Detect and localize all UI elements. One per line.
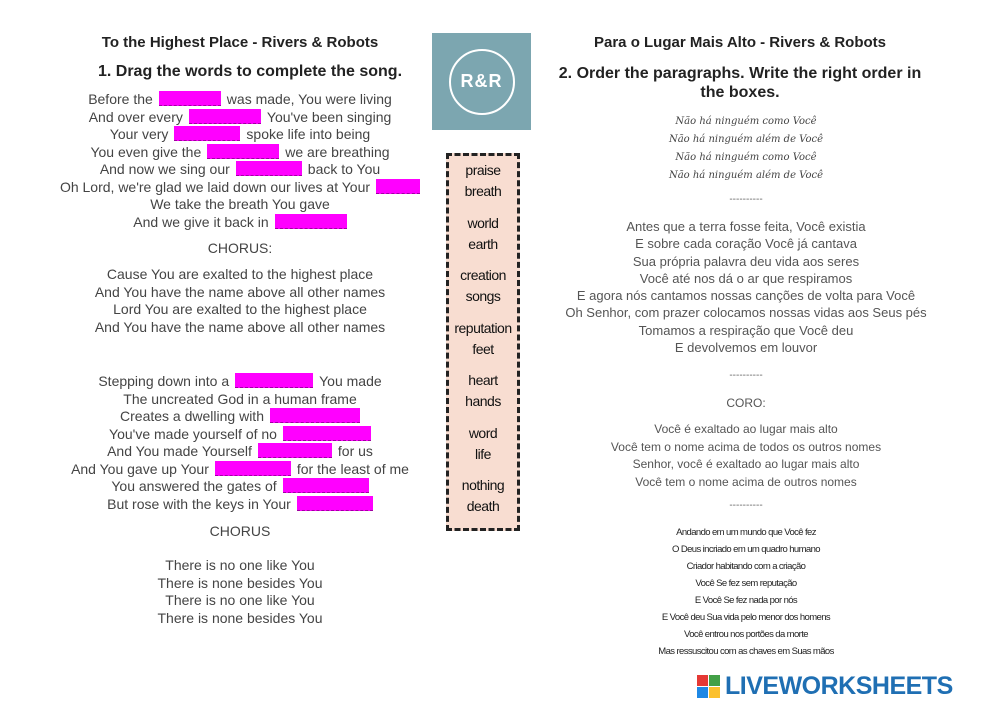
coro-label: CORO: bbox=[726, 396, 766, 410]
lyric-line: There is no one like You bbox=[165, 592, 315, 608]
drop-blank[interactable] bbox=[174, 126, 240, 141]
lyric-text: Stepping down into a bbox=[98, 373, 230, 389]
liveworksheets-brand: LIVEWORKSHEETS bbox=[725, 672, 953, 700]
paragraph-line: Mas ressuscitou com as chaves em Suas mãos bbox=[658, 646, 834, 657]
paragraph-line: Andando em um mundo que Você fez bbox=[676, 527, 816, 538]
lyric-line: And You have the name above all other names bbox=[94, 318, 386, 335]
lyric-line: There is no one like You bbox=[165, 557, 315, 573]
divider-2: ---------- bbox=[729, 370, 763, 381]
word-bank-item[interactable]: praise bbox=[465, 162, 501, 178]
drop-blank[interactable] bbox=[283, 478, 369, 493]
word-bank-item[interactable]: songs bbox=[465, 288, 501, 304]
lyric-line bbox=[20, 443, 460, 461]
lyric-text: And You gave up Your bbox=[71, 460, 209, 477]
lyric-line bbox=[20, 144, 460, 162]
verse-1 bbox=[20, 91, 460, 231]
paragraph-line: Não há ninguém além de Você bbox=[668, 134, 824, 145]
paragraph-line: Tomamos a respiração que Você deu bbox=[638, 322, 854, 338]
lyric-line: Lord You are exalted to the highest place bbox=[113, 301, 367, 317]
drop-blank[interactable] bbox=[376, 179, 420, 194]
lyric-text-after: back to You bbox=[307, 161, 381, 177]
lyric-line bbox=[20, 196, 460, 214]
paragraph-line: Não há ninguém além de Você bbox=[668, 170, 824, 181]
paragraph-line: O Deus incriado em um quadro humano bbox=[672, 544, 820, 555]
rivers-robots-logo bbox=[432, 33, 531, 130]
drop-blank[interactable] bbox=[159, 91, 221, 106]
logo-text: R&R bbox=[460, 71, 503, 91]
badge-square bbox=[697, 687, 708, 698]
paragraph-line: Criador habitando com a criação bbox=[686, 561, 806, 572]
paragraph-bridge-pt bbox=[546, 113, 946, 185]
word-bank-item[interactable]: word bbox=[468, 424, 498, 441]
word-bank bbox=[446, 153, 520, 531]
paragraph-line: Senhor, você é exaltado ao lugar mais alto bbox=[632, 457, 860, 471]
instruction-drag: 1. Drag the words to complete the song. bbox=[97, 63, 403, 80]
lyric-text: You even give the bbox=[90, 143, 202, 160]
lyric-line bbox=[20, 109, 460, 127]
word-bank-item[interactable]: heart bbox=[468, 372, 498, 388]
lyric-text: The uncreated God in a human frame bbox=[123, 390, 357, 407]
paragraph-line: E devolvemos em louvor bbox=[674, 340, 818, 356]
instruction-order-1: 2. Order the paragraphs. Write the right order in bbox=[558, 65, 922, 82]
word-bank-item[interactable]: creation bbox=[460, 267, 506, 283]
lyric-line bbox=[20, 126, 460, 144]
chorus2-label: CHORUS bbox=[209, 523, 271, 539]
drop-blank[interactable] bbox=[189, 109, 261, 124]
paragraph-line: E Você deu Sua vida pelo menor dos homens bbox=[661, 612, 831, 623]
lyric-line bbox=[20, 461, 460, 479]
lyric-line bbox=[20, 179, 460, 197]
lyric-line bbox=[20, 214, 460, 232]
lyric-text-after: You've been singing bbox=[266, 108, 392, 125]
drop-blank[interactable] bbox=[270, 408, 360, 423]
lyric-text-after: was made, You were living bbox=[226, 91, 392, 107]
divider-1: ---------- bbox=[729, 194, 763, 205]
drop-blank[interactable] bbox=[258, 443, 332, 458]
drop-blank[interactable] bbox=[283, 426, 371, 441]
word-bank-item[interactable]: reputation bbox=[454, 319, 512, 336]
lyric-text: Your very bbox=[109, 126, 169, 142]
paragraph-line: Sua própria palavra deu vida aos seres bbox=[632, 253, 860, 269]
paragraph-line: Antes que a terra fosse feita, Você existia bbox=[626, 219, 866, 234]
lyric-text: And over every bbox=[88, 108, 183, 125]
lyric-line bbox=[20, 161, 460, 179]
verse-2 bbox=[20, 373, 460, 513]
divider-3: ---------- bbox=[729, 500, 763, 511]
instruction-order-2: the boxes. bbox=[700, 84, 780, 101]
song-title-pt: Para o Lugar Mais Alto - Rivers & Robots bbox=[594, 34, 886, 51]
lyric-text: We take the breath You gave bbox=[150, 196, 330, 212]
drop-blank[interactable] bbox=[207, 144, 279, 159]
lyric-line: There is none besides You bbox=[157, 609, 323, 626]
lyric-text: Oh Lord, we're glad we laid down our lives at Your bbox=[59, 178, 371, 195]
lyric-line bbox=[20, 426, 460, 444]
lyric-text: You answered the gates of bbox=[111, 478, 277, 494]
drop-blank[interactable] bbox=[297, 496, 373, 511]
lyric-text: Before the bbox=[88, 91, 153, 107]
paragraph-verse1-pt bbox=[546, 218, 946, 356]
chorus bbox=[20, 266, 460, 336]
lyric-text: And now we sing our bbox=[99, 161, 230, 177]
drop-blank[interactable] bbox=[215, 461, 291, 476]
paragraph-line: Você entrou nos portões da morte bbox=[684, 629, 808, 640]
badge-square bbox=[709, 675, 720, 686]
song-title-en: To the Highest Place - Rivers & Robots bbox=[101, 34, 379, 51]
word-bank-item[interactable]: breath bbox=[464, 183, 502, 199]
lyric-text-after: for us bbox=[337, 443, 373, 459]
lyric-text: You've made yourself of no bbox=[109, 425, 277, 442]
paragraph-line: Você tem o nome acima de outros nomes bbox=[635, 474, 857, 489]
paragraph-line: E agora nós cantamos nossas canções de volta para Você bbox=[576, 288, 916, 304]
paragraph-line: Você tem o nome acima de todos os outros nomes bbox=[610, 439, 882, 454]
lyric-line bbox=[20, 391, 460, 409]
lyric-text: Creates a dwelling with bbox=[120, 408, 264, 424]
paragraph-line: E sobre cada coração Você já cantava bbox=[635, 236, 857, 252]
word-bank-item[interactable]: hands bbox=[465, 393, 501, 409]
paragraph-line: Você até nos dá o ar que respiramos bbox=[639, 270, 853, 286]
paragraph-verse2-pt bbox=[546, 524, 946, 660]
paragraph-line: Não há ninguém como Você bbox=[675, 116, 817, 127]
drop-blank[interactable] bbox=[236, 161, 302, 176]
lyric-line: There is none besides You bbox=[157, 574, 323, 591]
lyric-text: And we give it back in bbox=[133, 213, 269, 230]
lyric-line: And You have the name above all other names bbox=[94, 283, 386, 300]
lyric-text-after: we are breathing bbox=[285, 143, 390, 160]
paragraph-line: Você é exaltado ao lugar mais alto bbox=[654, 422, 838, 436]
word-bank-item[interactable]: death bbox=[466, 498, 500, 514]
paragraph-line: E Você Se fez nada por nós bbox=[694, 595, 798, 606]
lyric-line bbox=[20, 408, 460, 426]
paragraph-line: Você Se fez sem reputação bbox=[695, 578, 797, 589]
liveworksheets-badge-icon bbox=[697, 675, 721, 699]
lyric-text-after: spoke life into being bbox=[246, 126, 371, 142]
word-bank-item[interactable]: earth bbox=[468, 235, 498, 252]
paragraph-line: Oh Senhor, com prazer colocamos nossas vidas aos Seus pés bbox=[565, 305, 927, 321]
badge-square bbox=[709, 687, 720, 698]
bridge bbox=[20, 557, 460, 627]
word-bank-item[interactable]: nothing bbox=[461, 477, 505, 493]
paragraph-chorus-pt bbox=[546, 421, 946, 491]
drop-blank[interactable] bbox=[235, 373, 313, 388]
word-bank-item[interactable]: life bbox=[475, 445, 491, 462]
chorus-label: CHORUS: bbox=[207, 240, 273, 256]
lyric-line bbox=[20, 496, 460, 514]
word-bank-item[interactable]: feet bbox=[472, 340, 494, 357]
lyric-line bbox=[20, 91, 460, 109]
lyric-text-after: You made bbox=[319, 373, 382, 389]
lyric-line bbox=[20, 478, 460, 496]
drop-blank[interactable] bbox=[275, 214, 347, 229]
lyric-text-after: for the least of me bbox=[296, 460, 409, 477]
badge-square bbox=[697, 675, 708, 686]
lyric-line: Cause You are exalted to the highest place bbox=[106, 266, 374, 282]
lyric-text: And You made Yourself bbox=[107, 443, 252, 459]
lyric-text: But rose with the keys in Your bbox=[107, 495, 291, 512]
lyric-line bbox=[20, 373, 460, 391]
paragraph-line: Não há ninguém como Você bbox=[675, 152, 817, 163]
word-bank-item[interactable]: world bbox=[467, 214, 499, 231]
